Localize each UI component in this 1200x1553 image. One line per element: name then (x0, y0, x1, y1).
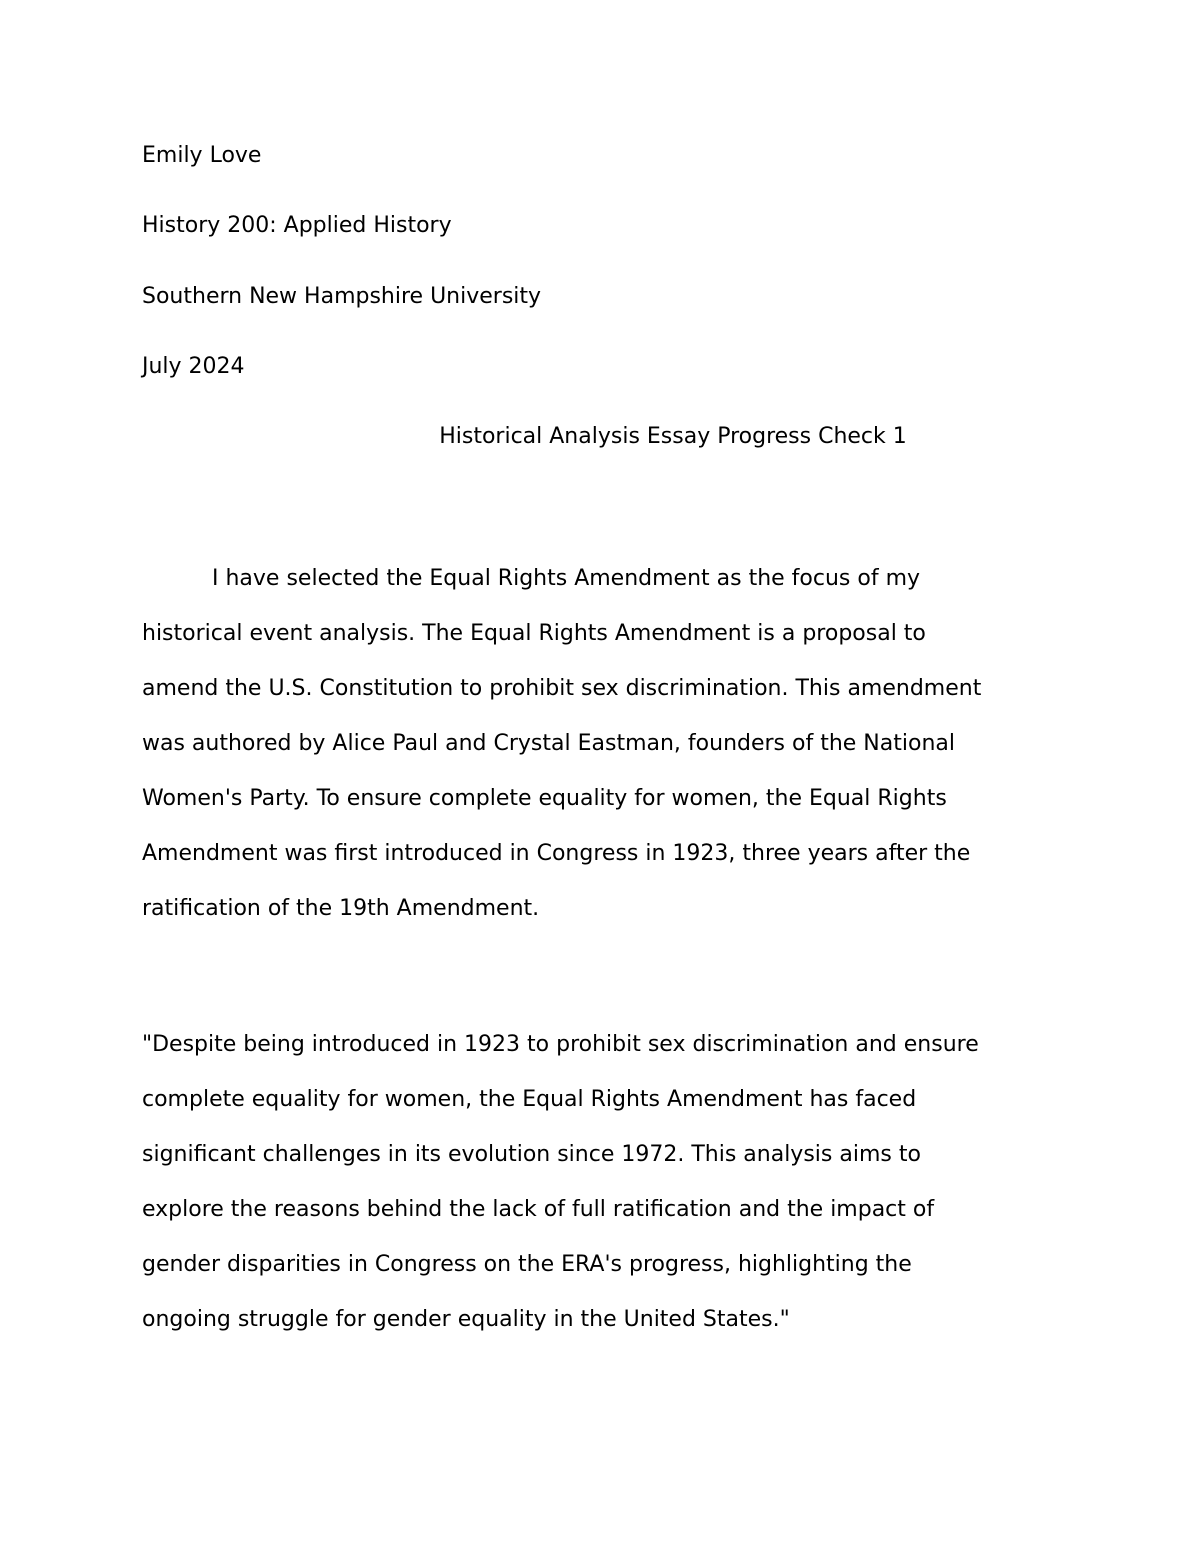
course-name: History 200: Applied History (142, 213, 452, 238)
paragraph-line: ongoing struggle for gender equality in the United States." (142, 1307, 790, 1332)
paragraph-line: Women's Party. To ensure complete equality for women, the Equal Rights (142, 786, 947, 811)
paragraph-line: amend the U.S. Constitution to prohibit sex discrimination. This amendment (142, 676, 982, 701)
paragraph-line: explore the reasons behind the lack of full ratification and the impact of (142, 1197, 935, 1222)
paragraph-line: was authored by Alice Paul and Crystal Eastman, founders of the National (142, 731, 955, 756)
paragraph-line: ratification of the 19th Amendment. (142, 896, 540, 921)
thesis-paragraph (142, 1030, 1062, 1360)
paragraph-line: I have selected the Equal Rights Amendment as the focus of my (212, 566, 921, 591)
document-title: Historical Analysis Essay Progress Check 1 (439, 424, 907, 449)
paragraph-line: historical event analysis. The Equal Rights Amendment is a proposal to (142, 621, 926, 646)
paragraph-line: Amendment was first introduced in Congress in 1923, three years after the (142, 841, 971, 866)
document-date: July 2024 (142, 354, 245, 379)
body-paragraph-1 (142, 564, 1062, 949)
institution-name: Southern New Hampshire University (142, 284, 542, 309)
paragraph-line: "Despite being introduced in 1923 to prohibit sex discrimination and ensure (142, 1032, 979, 1057)
paragraph-line: significant challenges in its evolution since 1972. This analysis aims to (142, 1142, 921, 1167)
paragraph-line: gender disparities in Congress on the ERA's progress, highlighting the (142, 1252, 912, 1277)
paragraph-line: complete equality for women, the Equal Rights Amendment has faced (142, 1087, 917, 1112)
author-name: Emily Love (142, 143, 262, 168)
